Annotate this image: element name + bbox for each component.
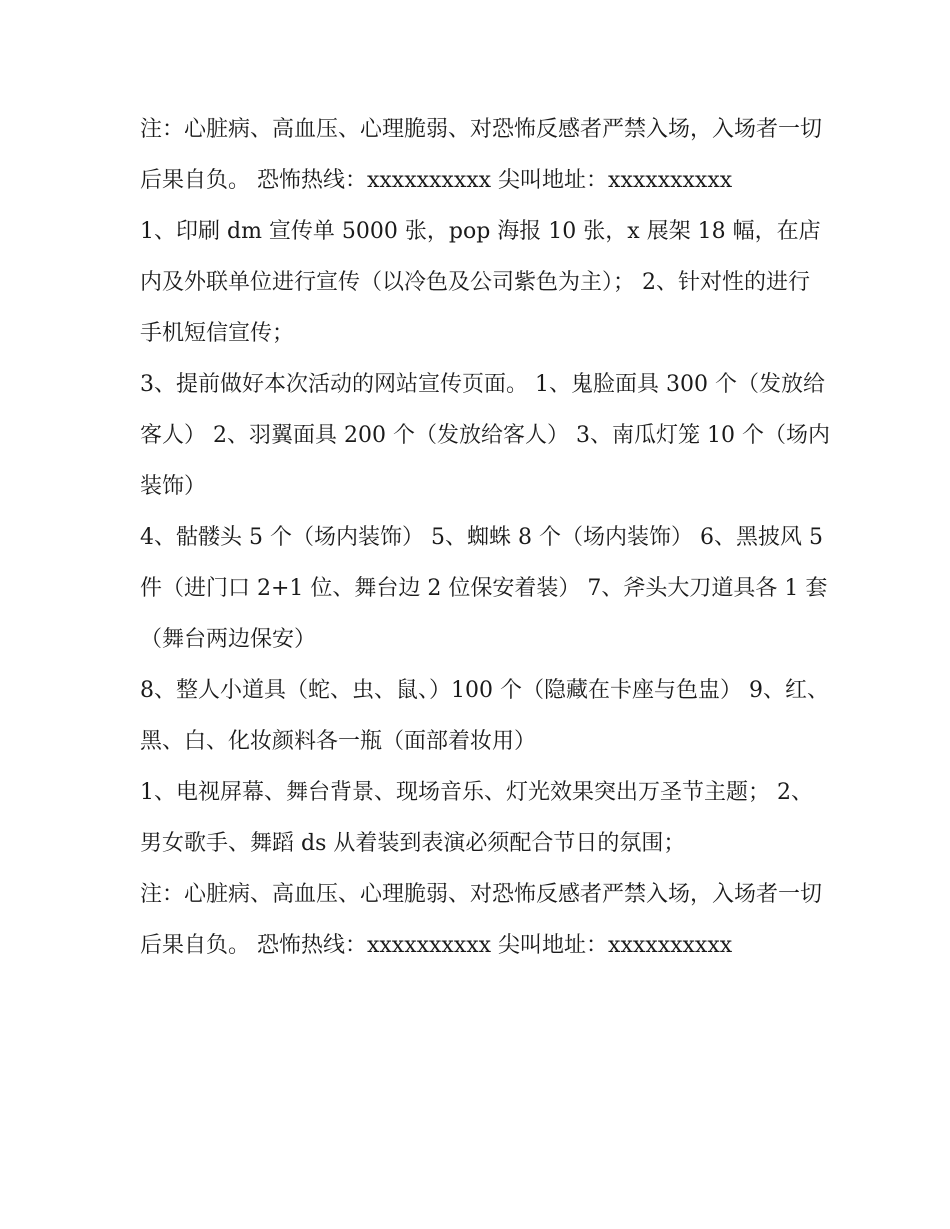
document-body [140, 104, 830, 971]
paragraph-notice-top: 注：心脏病、高血压、心理脆弱、对恐怖反感者严禁入场，入场者一切后果自负。 恐怖热线：xxxxxxxxxx 尖叫地址：xxxxxxxxxx [140, 117, 823, 193]
paragraph-props-3: 8、整人小道具（蛇、虫、鼠、）100 个（隐藏在卡座与色盅） 9、红、黑、白、化妆颜料各一瓶（面部着妆用） [140, 678, 829, 754]
paragraph-props-2: 4、骷髅头 5 个（场内装饰） 5、蜘蛛 8 个（场内装饰） 6、黑披风 5 件（进门口 2+1 位、舞台边 2 位保安着装） 7、斧头大刀道具各 1 套（舞台两边保安） [140, 525, 828, 652]
paragraph-publicity: 1、印刷 dm 宣传单 5000 张，pop 海报 10 张，x 展架 18 幅，在店内及外联单位进行宣传（以冷色及公司紫色为主）； 2、针对性的进行手机短信宣传； [140, 219, 821, 346]
paragraph-stage: 1、电视屏幕、舞台背景、现场音乐、灯光效果突出万圣节主题； 2、男女歌手、舞蹈 ds 从着装到表演必须配合节日的氛围； [140, 780, 813, 856]
paragraph-notice-bottom: 注：心脏病、高血压、心理脆弱、对恐怖反感者严禁入场，入场者一切后果自负。 恐怖热线：xxxxxxxxxx 尖叫地址：xxxxxxxxxx [140, 882, 823, 958]
paragraph-props-1: 3、提前做好本次活动的网站宣传页面。 1、鬼脸面具 300 个（发放给客人） 2、羽翼面具 200 个（发放给客人） 3、南瓜灯笼 10 个（场内装饰） [140, 372, 830, 499]
